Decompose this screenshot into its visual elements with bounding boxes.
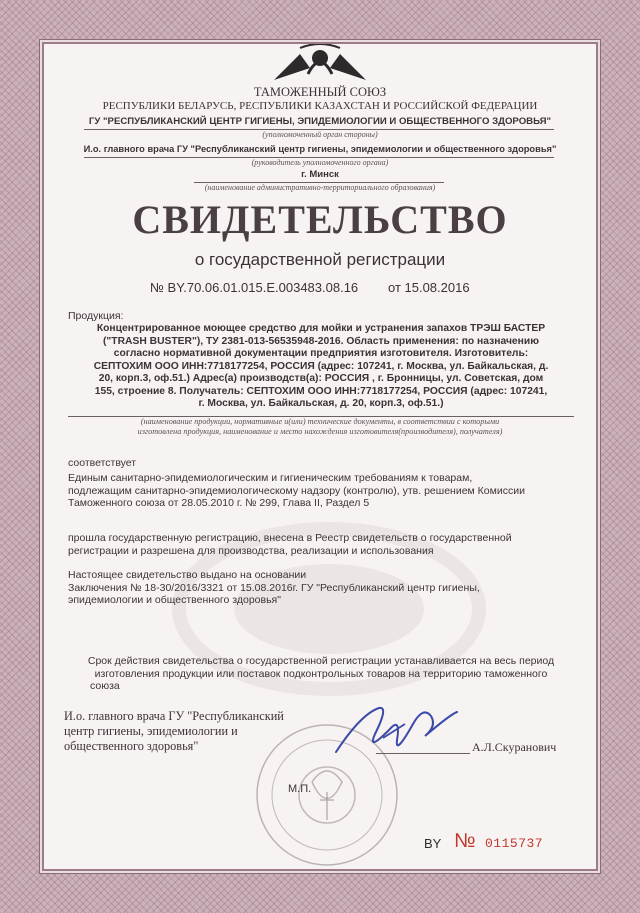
basis-line: эпидемиологии и общественного здоровья" [68,594,281,607]
issuance-basis [68,569,574,607]
conformity-line: подлежащим санитарно-эпидемиологическому надзору (контролю), утв. решением Комиссии [68,484,525,497]
conformity-line: Таможенного союза от 28.05.2010 г. № 299, Глава II, Раздел 5 [68,497,370,510]
product-label: Продукция: [68,310,124,322]
registration-date: от 15.08.2016 [388,280,470,295]
authority-caption: (уполномоченный орган стороны) [262,130,378,139]
city: г. Минск [301,169,339,180]
product-line: Концентрированное моющее средство для мойки и устранения запахов ТРЭШ БАСТЕР [96,323,546,334]
product-caption-1: (наименование продукции, нормативные и(или) технические документы, в соответствии с которыми [140,417,500,426]
registration-line: регистрации и разрешена для производства, реализации и использования [68,544,434,557]
product-line: согласно нормативной документации предприятия изготовителя. Изготовитель: [113,348,529,359]
conformity-line: Единым санитарно-эпидемиологическим и гигиеническим требованиям к товарам, [68,472,473,484]
basis-line: Настоящее свидетельство выдано на основании [68,569,307,581]
serial-number-sign: № [454,830,476,852]
city-caption: (наименование административно-территориального образования) [204,183,436,192]
product-line: СЕПТОХИМ ООО ИНН:7718177254, РОССИЯ (адрес: 107241, г. Москва, ул. Байкальская, д. [93,360,549,372]
basis-line: Заключения № 18-30/2016/3321 от 15.08.2016г. ГУ "Республиканский центр гигиены, [68,581,480,594]
registration-line: прошла государственную регистрацию, внесена в Реестр свидетельств о государственной [68,532,512,544]
validity-line: союза [90,680,120,693]
certificate-inner-field [44,44,596,869]
conformity-text [68,472,574,510]
signatory-position [64,709,284,754]
product-description [68,323,574,411]
conformity-label: соответствует [68,457,137,469]
serial-prefix: BY [424,836,442,851]
serial-number: 0115737 [485,836,544,851]
seal-place-mark: М.П. [288,783,312,795]
validity-period [68,655,574,693]
document-title: СВИДЕТЕЛЬСТВО [132,197,508,242]
authority-name: ГУ "РЕСПУБЛИКАНСКИЙ ЦЕНТР ГИГИЕНЫ, ЭПИДЕМИОЛОГИИ И ОБЩЕСТВЕННОГО ЗДОРОВЬЯ" [88,116,552,127]
validity-line: изготовления продукции или поставок подконтрольных товаров на территорию таможенного [94,667,548,680]
signatory-position-line: И.о. главного врача ГУ "Республиканский [64,709,284,723]
document-subtitle: о государственной регистрации [194,250,446,269]
signatory-position-line: центр гигиены, эпидемиологии и [64,724,238,738]
product-line: 155, строение 8. Получатель: СЕПТОХИМ ООО ИНН:7718177254, РОССИЯ (адрес: 107241, [94,385,548,397]
validity-line: Срок действия свидетельства о государственной регистрации устанавливается на весь период [87,655,555,667]
signatory-name: А.Л.Скуранович [472,740,557,754]
product-line: г. Москва, ул. Байкальская, д. 20, корп.3, оф.51.) [198,398,444,409]
product-line: ("TRASH BUSTER"), ТУ 2381-013-56535948-2016. Область применения: по назначению [103,335,539,347]
republics-line: РЕСПУБЛИКИ БЕЛАРУСЬ, РЕСПУБЛИКИ КАЗАХСТАН И РОССИЙСКОЙ ФЕДЕРАЦИИ [102,100,538,112]
head-of-authority: И.о. главного врача ГУ "Республиканский центр гигиены, эпидемиологии и общественного здоровья" [83,144,557,154]
signatory-position-line: общественного здоровья" [64,739,199,753]
customs-union-title: ТАМОЖЕННЫЙ СОЮЗ [253,85,387,99]
product-caption-2: изготовлена продукция, наименование и место нахождения изготовителя(производителя), получателя) [137,427,503,436]
registration-statement [68,532,574,557]
registration-number: № BY.70.06.01.015.E.003483.08.16 [150,280,359,295]
product-line: 20, корп.3, оф.51.) Адрес(а) производств(а): РОССИЯ , г. Бронницы, ул. Советская, дом [98,373,544,384]
head-caption: (руководитель уполномоченного органа) [251,158,389,167]
customs-union-emblem [270,44,370,82]
